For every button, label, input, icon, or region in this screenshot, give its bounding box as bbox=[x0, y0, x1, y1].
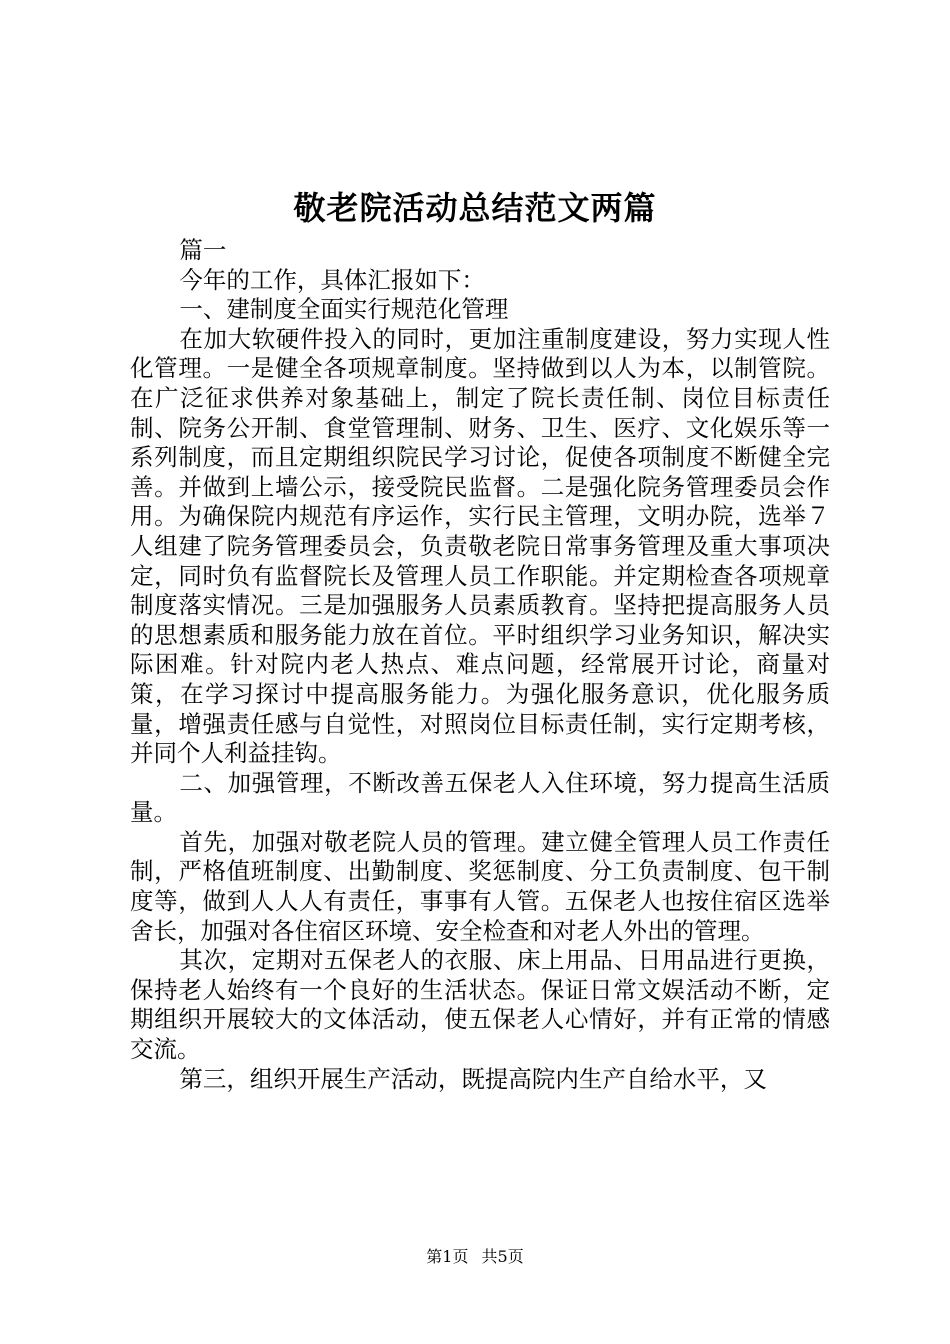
page-number: 第1页 bbox=[426, 1247, 469, 1266]
section-heading-1: 一、建制度全面实行规范化管理 bbox=[179, 295, 509, 324]
body-paragraph: 其次，定期对五保老人的衣服、床上用品、日用品进行更换，保持老人始终有一个良好的生活状态。保证日常文娱活动不断，定期组织开展较大的文体活动，使五保老人心情好，并有正常的情感交流。 bbox=[130, 946, 830, 1064]
intro-paragraph: 今年的工作，具体汇报如下： bbox=[179, 265, 485, 294]
page-footer bbox=[0, 1246, 950, 1268]
body-paragraph: 首先，加强对敬老院人员的管理。建立健全管理人员工作责任制，严格值班制度、出勤制度、奖惩制度、分工负责制度、包干制度等，做到人人人有责任，事事有人管。五保老人也按住宿区选举舍长，加强对各住宿区环境、安全检查和对老人外出的管理。 bbox=[130, 827, 830, 945]
section-label: 篇一 bbox=[179, 236, 227, 264]
section-heading-2: 二、加强管理，不断改善五保老人入住环境，努力提高生活质量。 bbox=[130, 768, 830, 827]
body-paragraph: 第三，组织开展生产活动，既提高院内生产自给水平，又 bbox=[179, 1064, 767, 1093]
document-body bbox=[130, 236, 830, 1094]
page-total: 共5页 bbox=[481, 1247, 524, 1266]
body-paragraph: 在加大软硬件投入的同时，更加注重制度建设，努力实现人性化管理。一是健全各项规章制度。坚持做到以人为本，以制管院。在广泛征求供养对象基础上，制定了院长责任制、岗位目标责任制、院务公开制、食堂管理制、财务、卫生、医疗、文化娱乐等一系列制度，而且定期组织院民学习讨论，促使各项制度不断健全完善。并做到上墙公示，接受院民监督。二是强化院务管理委员会作用。为确保院内规范有序运作，实行民主管理，文明办院，选举７人组建了院务管理委员会，负责敬老院日常事务管理及重大事项决定，同时负有监督院长及管理人员工作职能。并定期检查各项规章制度落实情况。三是加强服务人员素质教育。坚持把提高服务人员的思想素质和服务能力放在首位。平时组织学习业务知识，解决实际困难。针对院内老人热点、难点问题，经常展开讨论，商量对策，在学习探讨中提高服务能力。为强化服务意识，优化服务质量，增强责任感与自觉性，对照岗位目标责任制，实行定期考核，并同个人利益挂钩。 bbox=[130, 324, 830, 768]
document-title: 敬老院活动总结范文两篇 bbox=[293, 189, 657, 227]
